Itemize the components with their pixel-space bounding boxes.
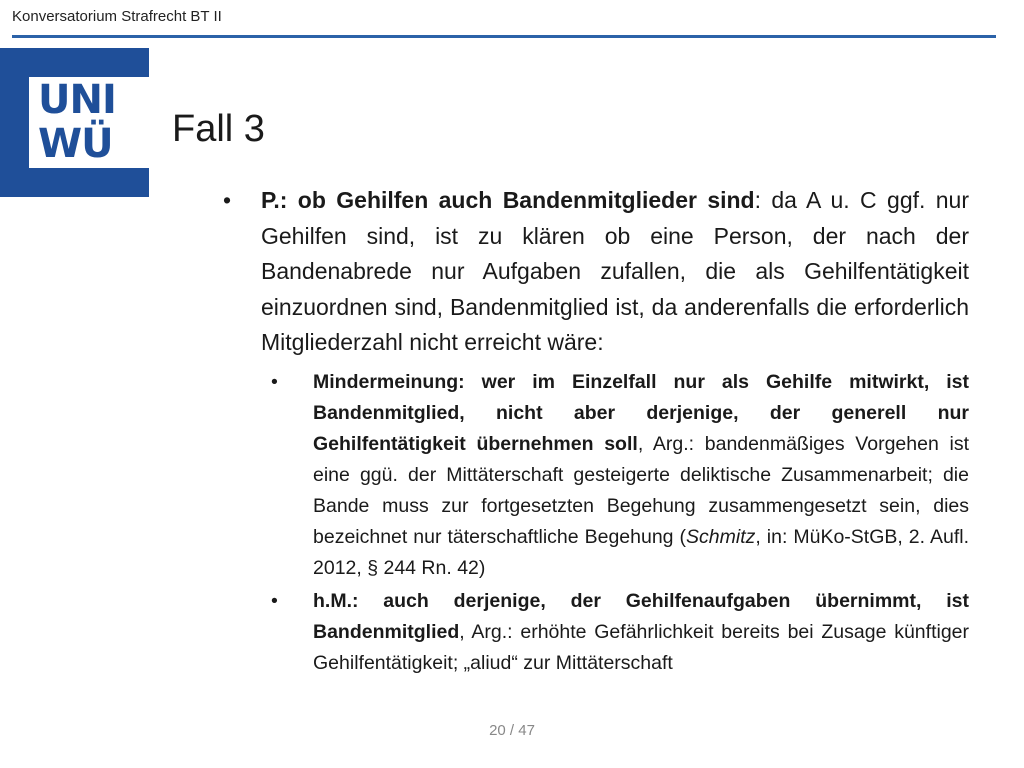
sub-point-lead: h.M.: auch derjenige, der Gehilfenaufgaben übernimmt, ist Bandenmitglied (313, 589, 969, 643)
sub-point-text: , Arg.: bandenmäßiges Vorgehen ist eine ggü. der Mittäterschaft gesteigerte deliktische Zusammenarbeit; die Bande muss zur fortgesetzten Begehung zusammengesetzt sein, dies bezeichnet nur täterschaftliche Begehung ( (313, 432, 970, 548)
main-point-lead: P.: ob Gehilfen auch Bandenmitglieder sind (261, 187, 755, 213)
bullet-icon: • (271, 370, 278, 393)
sub-point-lead: Mindermeinung: wer im Einzelfall nur als Gehilfe mitwirkt, ist Bandenmitglied, nicht aber derjenige, der generell nur Gehilfentätigkeit übernehmen soll (313, 370, 969, 455)
main-bullet-point (219, 183, 969, 361)
sub-bullet-list (219, 367, 969, 679)
sub-bullet-minority-opinion (219, 367, 969, 584)
citation-text: , in: MüKo-StGB, 2. Aufl. 2012, § 244 Rn. 42) (313, 525, 969, 579)
logo-text-line1: UNI (38, 77, 116, 123)
slide-content (219, 183, 969, 681)
main-point-text: : da A u. C ggf. nur Gehilfen sind, ist zu klären ob eine Person, der nach der Bandenabrede nur Aufgaben zufallen, die als Gehilfentätigkeit einzuordnen sind, Bandenmitglied ist, da anderenfalls die erforderlich Mitgliederzahl nicht erreicht wäre: (261, 187, 970, 355)
page-number: 20 / 47 (489, 722, 535, 739)
bullet-icon: • (223, 187, 232, 213)
citation-author: Schmitz (686, 525, 756, 548)
header-divider (12, 35, 996, 38)
page-title: Fall 3 (172, 108, 265, 150)
course-title: Konversatorium Strafrecht BT II (12, 8, 222, 25)
sub-bullet-prevailing-opinion (219, 586, 969, 679)
bullet-icon: • (271, 589, 278, 612)
sub-point-text: , Arg.: erhöhte Gefährlichkeit bereits bei Zusage künftiger Gehilfentätigkeit; „aliud“ zur Mittäterschaft (313, 620, 969, 674)
logo-text-line2: WÜ (38, 121, 113, 167)
